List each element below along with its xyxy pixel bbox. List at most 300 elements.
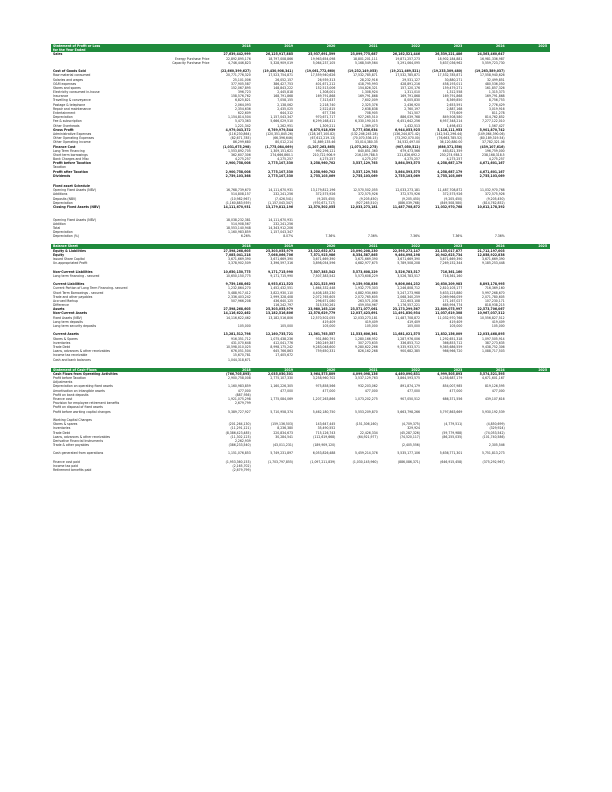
row-value: (136,244,871.42) <box>392 131 420 136</box>
row-value: 232,241,256 <box>273 192 294 197</box>
row-value: 418,795,993 <box>357 81 378 86</box>
row-value: 366,853,712 <box>442 340 463 345</box>
row-label: Issued Share Capital <box>53 257 85 261</box>
row-value: 24,563,460,647 <box>477 52 505 57</box>
row-label: Insurance <box>53 94 69 99</box>
cash-flow-table <box>51 368 550 473</box>
row-value: 1,207,263,866 <box>312 397 336 401</box>
row-value: 4,999,505,893 <box>437 371 463 376</box>
row-value: 12,578,629,779 <box>308 311 336 316</box>
row-value: 5,389,727,927 <box>228 409 251 414</box>
row-value: 14,111,670,931 <box>268 217 294 222</box>
row-value: 25,101,006 <box>232 77 251 82</box>
row-label: Stores & Spares <box>53 336 78 341</box>
row-value: 12,033,273,181 <box>350 204 378 209</box>
row-value: 431,070,648 <box>231 340 251 345</box>
row-value: 2,336,403,242 <box>228 294 251 299</box>
row-label: Gross Profit <box>53 127 74 132</box>
row-label: Short Term Borrowings - secured <box>53 290 104 295</box>
row-value: (4,709,375) <box>401 422 420 427</box>
row-value: 7,085,041,218 <box>225 252 251 257</box>
row-label: Opening Fixed Assets (NBV) <box>53 217 96 222</box>
profit-or-loss-table <box>51 44 550 178</box>
row-label: Profit after Taxation <box>53 169 89 174</box>
row-value: 4,746,446,823 <box>228 60 251 65</box>
row-value: 28,232,916 <box>359 77 378 82</box>
row-value: 8,998,175,242 <box>270 344 294 349</box>
row-value: 419,409 <box>322 319 336 324</box>
row-value <box>508 174 550 178</box>
row-value: 3,396,597,316 <box>270 261 294 266</box>
year-header: 2021 <box>369 244 378 249</box>
row-value: 2,887,168 <box>446 106 463 111</box>
row-value: 931,860,791 <box>315 336 336 341</box>
row-value: 12,033,273,181 <box>395 188 420 193</box>
row-label: Inventories <box>53 426 71 431</box>
row-value: 1,232,864,270 <box>228 286 251 291</box>
row-value: 12,033,273,181 <box>353 315 378 320</box>
row-value: 2,755,103,069 <box>479 173 505 178</box>
row-value: 6,875,918,939 <box>310 127 336 132</box>
row-value: 7,507,383,542 <box>310 269 336 274</box>
row-value: 37,782,321.06 <box>482 140 505 145</box>
row-label: Cash generated from operations <box>53 451 104 456</box>
row-value: 105,000 <box>280 324 294 328</box>
row-label: Profit before Taxation <box>53 376 86 381</box>
row-value <box>508 468 550 472</box>
row-value: 5,573,608,229 <box>355 273 378 278</box>
row-value: (8,386,423,485) <box>225 430 251 435</box>
row-value: 10,942,623,734 <box>435 252 463 257</box>
row-value: 11,832,156,009 <box>435 332 463 337</box>
row-value <box>254 468 296 472</box>
row-value: 1,151,076,853 <box>228 451 251 456</box>
row-label: Profit before working capital changes <box>53 409 111 414</box>
row-value: 25,937,691,599 <box>308 52 336 57</box>
row-value: 34,532,497.00 <box>397 140 420 145</box>
row-value: 412,041,776 <box>273 340 294 345</box>
year-header: 2023 <box>453 367 463 372</box>
row-label: Assets <box>53 307 65 312</box>
row-label: Finance Cost <box>53 144 76 149</box>
row-sublabel <box>172 261 212 265</box>
row-value: 5,997,268,670 <box>482 290 505 295</box>
row-label: Stores & spares <box>53 422 78 427</box>
row-value: 741,507 <box>407 111 420 115</box>
row-value: (19,211,469,521) <box>389 69 420 74</box>
row-label <box>51 61 172 65</box>
row-value: 152,067,895 <box>231 85 251 90</box>
row-value <box>508 410 550 414</box>
row-value: 2,775,107,330 <box>267 169 294 174</box>
row-value: 372,575,926 <box>357 192 378 197</box>
row-value: 168,791,868 <box>273 94 294 99</box>
row-value: 13,179,812,196 <box>310 188 336 193</box>
row-value: 159,479,271 <box>442 85 463 90</box>
row-value: (11,291,121) <box>230 426 251 431</box>
row-label: Short term borrowings <box>53 152 88 157</box>
row-value: 17,532,785,871 <box>395 73 420 78</box>
year-header: 2020 <box>326 44 336 48</box>
row-value: 5,459,214,376 <box>355 451 378 456</box>
row-value: 818,938,215 <box>484 303 505 308</box>
row-value: 1,262,951 <box>277 123 294 128</box>
row-value: (73,292,070.00) <box>394 136 420 141</box>
row-value: 5,064,237,105 <box>312 60 336 65</box>
row-value: 22,155,017,877 <box>435 248 463 253</box>
row-value: 18,902,184,881 <box>437 56 463 61</box>
row-value: 676,051,504 <box>231 349 251 354</box>
row-value: 419,409 <box>407 319 420 324</box>
year-header: 2020 <box>326 367 336 372</box>
row-value: 11,487,708,872 <box>395 315 420 320</box>
row-value: 992,296,121 <box>315 148 336 153</box>
row-value: 221,826,692.2 <box>397 152 420 157</box>
row-value: 2,068,340,259 <box>397 294 420 299</box>
row-value: 4,979,043,372 <box>225 127 251 132</box>
row-value: 10,650,150,775 <box>226 273 251 278</box>
row-label: Total <box>53 225 61 230</box>
row-value: 2,755,103,069 <box>310 173 336 178</box>
row-value: (59,779,988) <box>442 430 463 435</box>
row-value: 2,900,758,008 <box>225 169 251 174</box>
row-sublabel <box>172 451 212 455</box>
row-value: 9,171,715,990 <box>270 273 294 278</box>
table-row <box>51 443 550 447</box>
row-value: 644,312 <box>280 111 294 115</box>
row-value: (7,426,541) <box>274 196 294 201</box>
row-value: 3,864,593,575 <box>394 161 420 166</box>
row-value: (80,189,319.54) <box>479 136 505 141</box>
row-label: Closing Fixed Assets (NBV) <box>53 204 101 209</box>
row-value <box>465 358 507 362</box>
section-title: Statement of Cash-Flows <box>53 367 97 372</box>
row-value: 5,666,029,510 <box>270 119 294 124</box>
row-label: Salaries and wages <box>53 77 83 82</box>
row-value: 4,258,687,179 <box>437 169 463 174</box>
row-value <box>508 358 550 362</box>
row-label: Current Liabilities <box>53 282 85 287</box>
row-value: 970,671,717 <box>315 115 336 120</box>
row-value: (74,520,117) <box>399 434 420 439</box>
row-value: (19,232,149,053) <box>347 69 378 74</box>
row-value: 1,221,342 <box>234 123 251 128</box>
row-value: 9,280,622,266 <box>355 344 378 349</box>
row-value <box>465 468 507 472</box>
row-value: 169,791,868 <box>442 94 463 99</box>
row-label: Repair and maintenance <box>53 106 91 111</box>
row-value: 5,291,064,095 <box>397 60 420 65</box>
row-value: 216,109,788.5 <box>355 152 378 157</box>
row-value: 458,193,011 <box>442 81 463 86</box>
row-value: 2,072,765,605 <box>355 294 378 299</box>
row-value: (887,936) <box>235 392 251 397</box>
row-value: (1,097,211,839) <box>310 459 336 464</box>
row-label: Income tax paid <box>53 464 78 468</box>
row-value: 811,278 <box>491 111 505 115</box>
row-value: 307,273,635 <box>357 340 378 345</box>
row-value: 27,598,268,605 <box>223 307 251 312</box>
row-value: (19,430,908,341) <box>262 69 294 74</box>
row-value: 5,636,771,301 <box>439 451 463 456</box>
row-label: Raw material consumed <box>53 73 91 78</box>
year-header: 2018 <box>242 367 251 372</box>
row-value: 30,880,271 <box>444 77 463 82</box>
row-value: 5,168,549,564 <box>355 60 378 65</box>
year-header: 2023 <box>453 244 463 249</box>
row-value: 5,637,036,962 <box>439 60 463 65</box>
row-value: 169,791,868 <box>400 94 420 99</box>
row-value: 1,452,432,551 <box>270 286 294 291</box>
row-value: 2,071,780,605 <box>482 294 505 299</box>
row-value: 210,722,906.9 <box>312 152 336 157</box>
year-header: 2024 <box>496 44 505 48</box>
row-value: 11,491,830,934 <box>392 311 420 316</box>
row-label: Trade Debt <box>53 430 70 435</box>
row-value: 169,791,868 <box>315 94 336 99</box>
row-value: 238,168,318.5 <box>482 152 505 157</box>
row-value: 7.36% <box>494 234 505 239</box>
row-value: 1,315,373 <box>488 90 505 95</box>
row-label: Addition <box>53 221 66 226</box>
row-value: (86,255,035) <box>442 434 463 439</box>
row-value: 2,445,818 <box>277 90 294 95</box>
section-title: Fixed asset Schedule <box>53 184 90 188</box>
row-value: 13,182,516,806 <box>265 311 294 316</box>
row-label: Current Assets <box>53 332 79 337</box>
row-value: 220,834,673 <box>273 430 294 435</box>
row-label: Sales <box>53 52 63 57</box>
row-value: 3,671,669,390 <box>270 257 294 261</box>
row-value: 4,275,257 <box>446 157 463 162</box>
row-label: Trade Debt <box>53 344 70 349</box>
row-value: (70,070,536.15) <box>352 136 378 141</box>
row-value: 11,681,021,575 <box>392 332 420 337</box>
row-value: 17,523,754,871 <box>268 73 294 78</box>
row-value: 7.36% <box>325 234 336 239</box>
row-label: Depreciation (%) <box>53 234 80 239</box>
row-label: Depreciation <box>53 115 73 120</box>
row-value: 1,157,043,347 <box>270 230 294 235</box>
row-label: Bank Charges and Misc <box>53 157 90 162</box>
table-row <box>51 261 550 265</box>
table-row <box>51 468 550 472</box>
row-label: Administrative Expenses <box>53 131 92 136</box>
row-value: 645,766,863 <box>273 349 294 354</box>
row-label: Electricity consumed in-house <box>53 90 100 95</box>
row-value: 377,905,587 <box>231 81 251 86</box>
row-value: (159,136,503) <box>270 422 294 427</box>
table-row <box>51 205 550 209</box>
row-value: 11,032,970,768 <box>435 204 463 209</box>
row-value: 4,671,601,167 <box>479 169 505 174</box>
row-value: 975,858,566 <box>315 384 336 389</box>
row-value: (1,160,883,939) <box>225 200 251 205</box>
row-value: 3,537,129,763 <box>352 169 378 174</box>
row-value: 3,671,669,390 <box>439 257 463 261</box>
row-label: Income tax receivable <box>53 353 88 358</box>
row-value: 2,069,966,059 <box>439 294 463 299</box>
row-value: 105,000 <box>364 324 378 328</box>
row-value <box>508 451 550 455</box>
row-value: 2,755,103,069 <box>437 173 463 178</box>
row-value <box>381 358 423 362</box>
row-value: (9,205,450) <box>359 196 378 201</box>
row-value: 18,553,140,948 <box>226 225 251 230</box>
row-label: Amortisation on intangible assets <box>53 388 105 393</box>
row-value: 169,791,868 <box>357 94 378 99</box>
row-value: 105,000 <box>322 324 336 328</box>
row-value: 716,361,160 <box>442 273 463 278</box>
row-value: 4,275,257 <box>488 157 505 162</box>
row-value: 26,052,157 <box>275 77 294 82</box>
row-value: 7,277,122,010 <box>482 119 505 124</box>
row-value: 419,409 <box>449 319 463 324</box>
row-value: 18,801,201,111 <box>353 56 378 61</box>
row-value: 8,893,178,995 <box>479 282 505 287</box>
row-value: 3,526,783,517 <box>397 273 420 278</box>
row-value: 12,570,502,055 <box>353 188 378 193</box>
row-value: 686,371,556 <box>442 397 463 401</box>
row-label: Loans, advances & other receivables <box>53 349 111 354</box>
row-value <box>423 358 465 362</box>
row-label: Cash and bank balances <box>53 357 91 362</box>
row-value: 4,882,934,660 <box>355 290 378 295</box>
row-value: 17,558,940,626 <box>480 73 505 78</box>
row-value: 30,284,541 <box>275 434 294 439</box>
row-value: 171,167,027 <box>442 298 463 303</box>
row-value: 2,638,838 <box>361 106 378 111</box>
row-value: 372,575,926 <box>315 192 336 197</box>
row-value: 708,905 <box>364 111 378 115</box>
row-label: Non-Current Liabilities <box>53 269 93 274</box>
row-value: 4,275,257 <box>361 157 378 162</box>
row-value: 826,162,268 <box>357 349 378 354</box>
year-header: 2022 <box>411 367 420 372</box>
table-row <box>51 174 550 178</box>
table-row <box>51 410 550 414</box>
row-value: 6,825,821 <box>234 98 251 103</box>
row-value: 477,000 <box>407 388 420 393</box>
row-value: (907,050,512) <box>395 144 420 149</box>
row-label: Long term financing - secured <box>53 273 100 278</box>
row-value: 2,218,740 <box>319 102 336 107</box>
row-value: 14,343,912,206 <box>268 225 294 230</box>
row-value: 12,160,735,721 <box>265 332 294 337</box>
row-value: 21,712,197,003 <box>477 248 505 253</box>
row-value: 2,035,050,301 <box>267 371 294 376</box>
row-value: (19,233,309,480) <box>432 69 463 74</box>
row-value: 148,843,222 <box>273 85 294 90</box>
year-header: 2018 <box>242 244 251 249</box>
row-value: (1,031,675,298) <box>222 144 251 149</box>
row-value: 154,826,321 <box>357 85 378 90</box>
row-value: 8,321,523,993 <box>310 282 336 287</box>
row-value: 1,308,001 <box>319 90 336 95</box>
row-label: Working Capital Changes <box>53 417 92 422</box>
row-value: (201,264,130) <box>228 422 251 427</box>
row-value: 11,032,970,768 <box>437 315 463 320</box>
row-value: 2,436,920 <box>404 102 420 107</box>
row-value: (970,671,717) <box>313 200 336 205</box>
year-header: 2025 <box>538 44 547 48</box>
row-value: 3,964,573,809 <box>310 371 336 376</box>
row-label: Dividends <box>53 173 71 178</box>
row-value: 329,924 <box>407 426 420 431</box>
row-value: 105,000 <box>237 324 251 328</box>
row-value: (9,205,450) <box>401 196 420 201</box>
row-value: 7,058,155 <box>277 98 294 103</box>
year-header: 2024 <box>496 367 505 372</box>
row-value: (67,612,219.13) <box>310 136 336 141</box>
row-value: (1,157,043,347) <box>267 200 294 205</box>
row-value: 1,312,558 <box>446 90 463 95</box>
row-value: 9,365,686,559 <box>439 344 463 349</box>
row-value: 1,921,075,298 <box>228 397 251 401</box>
row-value: 3,864,593,575 <box>394 169 420 174</box>
row-value: 35,490,552 <box>317 426 336 431</box>
row-value: 1,498,452 <box>446 123 463 128</box>
row-label: Other Operating Expenses <box>53 136 94 141</box>
row-value: 716,361,160 <box>440 269 463 274</box>
row-value: 10,612,178,392 <box>477 204 505 209</box>
row-value: (19,263,589,037) <box>474 69 505 74</box>
row-value: 22,573,706,067 <box>477 307 505 312</box>
row-value: 105,000 <box>491 324 505 328</box>
row-value: 10,598,010,025 <box>226 344 251 349</box>
row-value <box>296 468 338 472</box>
row-value: (151,306,160) <box>355 422 378 427</box>
row-value: 2,305,546 <box>488 443 505 448</box>
row-value: 3,898,054,596 <box>312 261 336 266</box>
row-value: 854,007,985 <box>442 384 463 389</box>
row-label: Equity & Liabilities <box>53 248 86 253</box>
row-value: 1,073,202,275 <box>355 397 378 401</box>
row-value: 2,325,376 <box>361 102 378 107</box>
row-value: (112,619,668) <box>313 434 336 439</box>
row-value: 232,241,256 <box>273 221 294 226</box>
row-value: 819,126,595 <box>484 384 505 389</box>
row-value: 6,769,979,544 <box>267 127 294 132</box>
row-value: 8,236,380 <box>277 426 294 431</box>
row-value: 4,671,601,167 <box>482 376 505 381</box>
row-label: Provision for employee retirement benefits <box>53 401 120 406</box>
row-value: 5,749,231,897 <box>270 451 294 456</box>
row-value: 10,630,209,983 <box>435 282 463 287</box>
row-value: 1,287,976,006 <box>397 336 420 341</box>
row-value: 514,908,567 <box>231 221 251 226</box>
row-label: Current Portion of Long Term Financing- secured <box>53 286 128 291</box>
row-value <box>465 274 507 278</box>
row-value: 814,762,852 <box>484 115 505 120</box>
row-value: 4,682,977,675 <box>355 261 378 266</box>
row-value: (10,982,967) <box>230 196 251 201</box>
row-value: 11,533,606,361 <box>350 332 378 337</box>
row-value: (19,061,772,660) <box>305 69 336 74</box>
row-value: 22,809,075,997 <box>435 307 463 312</box>
row-value: 263,571,036 <box>357 298 378 303</box>
row-value: (886,086,371) <box>397 459 420 464</box>
row-value: 222,603,108 <box>400 298 420 303</box>
row-label: Stores and spares <box>53 85 81 90</box>
row-value: 477,000 <box>322 388 336 393</box>
row-value: 5,663,798,266 <box>397 409 420 414</box>
row-value: (9,205,450) <box>486 196 505 201</box>
row-value: 3,526,783,517 <box>394 269 420 274</box>
row-value: 3,258,960,702 <box>312 376 336 381</box>
row-value: 26,939,313 <box>317 77 336 82</box>
row-value: 5,710,958,374 <box>270 409 294 414</box>
